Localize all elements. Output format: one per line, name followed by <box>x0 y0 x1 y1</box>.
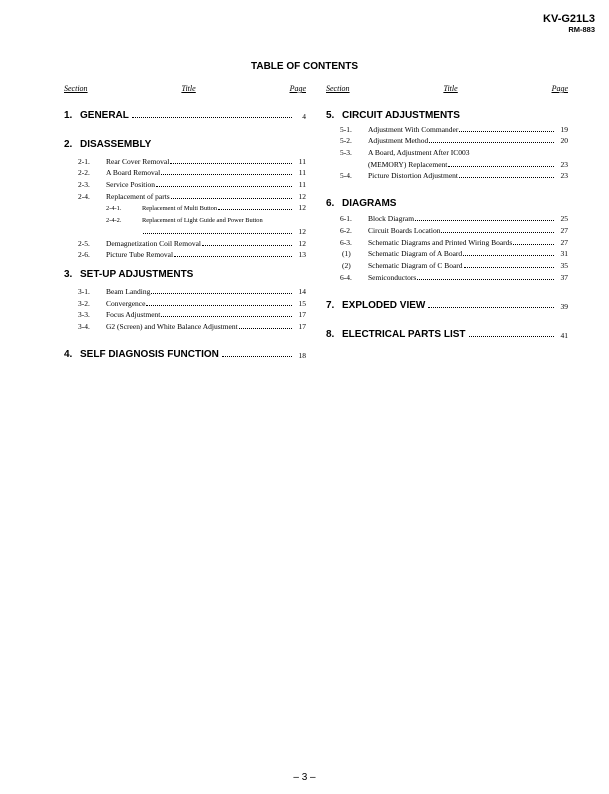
section-title: SET-UP ADJUSTMENTS <box>80 269 194 281</box>
page-header: Page <box>551 84 568 93</box>
toc-entry[interactable]: 2-3. Service Position 11 <box>78 180 306 190</box>
column-headers <box>326 84 568 96</box>
page-title: TABLE OF CONTENTS <box>250 61 359 72</box>
toc-entry[interactable]: (2) Schematic Diagram of C Board 35 <box>342 260 568 270</box>
toc-section-diagrams[interactable]: 6. DIAGRAMS <box>326 198 397 210</box>
section-title: ELECTRICAL PARTS LIST <box>342 328 466 340</box>
title-header: Title <box>181 84 196 93</box>
toc-entry[interactable]: 2-2. A Board Removal 11 <box>78 168 306 178</box>
section-title: DIAGRAMS <box>342 198 397 210</box>
toc-entry[interactable]: (1) Schematic Diagram of A Board 31 <box>342 249 568 259</box>
section-title: DISASSEMBLY <box>80 139 152 150</box>
toc-entry[interactable]: 5-2. Adjustment Method 20 <box>340 136 568 146</box>
model-header <box>543 13 595 34</box>
toc-entry[interactable]: 6-4. Semiconductors 37 <box>340 272 568 282</box>
column-headers <box>64 84 306 96</box>
section-title: CIRCUIT ADJUSTMENTS <box>342 110 460 121</box>
toc-entry[interactable]: 3-3. Focus Adjustment 17 <box>78 310 306 320</box>
section-title: SELF DIAGNOSIS FUNCTION <box>80 348 219 360</box>
toc-entry[interactable]: 2-4. Replacement of parts 12 <box>78 191 306 201</box>
toc-entry[interactable]: 6-1. Block Diagram 25 <box>340 214 568 224</box>
toc-section-electrical-parts-list[interactable]: 8. ELECTRICAL PARTS LIST 41 <box>326 328 568 340</box>
toc-subentry[interactable]: 2-4-2. Replacement of Light Guide and Power Button <box>106 217 263 225</box>
toc-subentry[interactable]: 2-4-1. Replacement of Multi Button 12 <box>106 203 306 213</box>
toc-entry-continued[interactable]: (MEMORY) Replacement 23 <box>368 159 568 169</box>
toc-section-exploded-view[interactable]: 7. EXPLODED VIEW 39 <box>326 299 568 311</box>
toc-entry[interactable]: 2-5. Demagnetization Coil Removal 12 <box>78 238 306 248</box>
toc-section-disassembly[interactable]: 2. DISASSEMBLY <box>64 139 152 150</box>
toc-section-self-diagnosis[interactable]: 4. SELF DIAGNOSIS FUNCTION 18 <box>64 348 306 360</box>
section-title: GENERAL <box>80 110 129 121</box>
toc-entry[interactable]: 3-2. Convergence 15 <box>78 298 306 308</box>
toc-right-column <box>326 84 568 340</box>
toc-entry[interactable]: 2-6. Picture Tube Removal 13 <box>78 250 306 260</box>
page-number: 39 <box>560 301 568 311</box>
toc-section-general[interactable]: 1. GENERAL 4 <box>64 110 306 121</box>
toc-entry[interactable]: 5-1. Adjustment With Commander 19 <box>340 124 568 134</box>
remote-model: RM-883 <box>568 25 595 34</box>
page-number-footer: – 3 – <box>293 772 316 783</box>
toc-entry[interactable]: 5-4. Picture Distortion Adjustment 23 <box>340 171 568 181</box>
toc-entry[interactable]: 5-3. A Board, Adjustment After IC003 <box>340 148 470 158</box>
toc-entry[interactable]: 6-3. Schematic Diagrams and Printed Wiring Boards 27 <box>340 237 568 247</box>
page-number: 4 <box>302 112 306 121</box>
page-header: Page <box>289 84 306 93</box>
section-title: EXPLODED VIEW <box>342 299 426 311</box>
page-number: 18 <box>298 350 306 360</box>
toc-subentry-continued[interactable]: 12 <box>64 224 306 236</box>
model-number: KV-G21L3 <box>543 13 595 25</box>
toc-entry[interactable]: 2-1. Rear Cover Removal 11 <box>78 156 306 166</box>
title-header: Title <box>443 84 458 93</box>
toc-entry[interactable]: 3-1. Beam Landing 14 <box>78 286 306 296</box>
toc-left-column <box>64 84 306 360</box>
toc-entry[interactable]: 6-2. Circuit Boards Location 27 <box>340 225 568 235</box>
toc-section-circuit-adjustments[interactable]: 5. CIRCUIT ADJUSTMENTS <box>326 110 460 121</box>
toc-section-setup-adjustments[interactable]: 3. SET-UP ADJUSTMENTS <box>64 269 194 281</box>
section-header: Section <box>64 84 88 93</box>
toc-entry[interactable]: 3-4. G2 (Screen) and White Balance Adjustment 17 <box>78 321 306 331</box>
section-header: Section <box>326 84 350 93</box>
page-number: 41 <box>560 330 568 340</box>
